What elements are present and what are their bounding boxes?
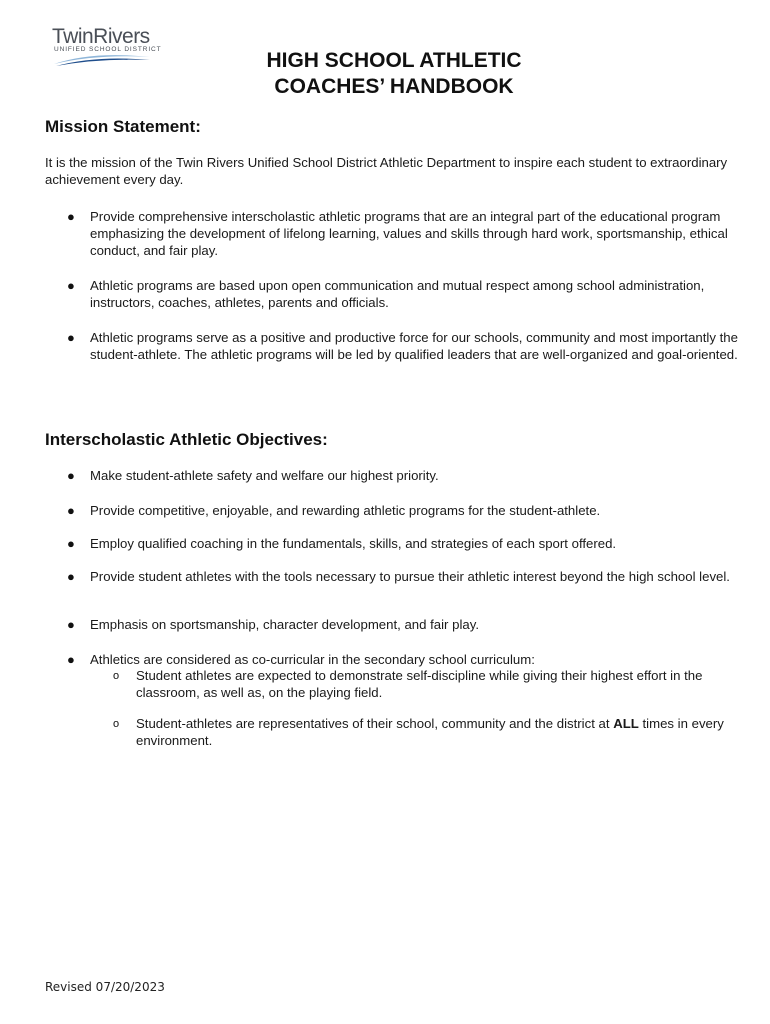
document-title [0,48,770,100]
bullet-icon: ● [67,278,75,293]
logo-subtitle: UNIFIED SCHOOL DISTRICT [54,46,162,53]
objective-bullet-5: Emphasis on sportsmanship, character development, and fair play. [90,617,479,632]
objectives-heading: Interscholastic Athletic Objectives: [45,430,328,449]
sub-bullet-2-emphasis: ALL [613,716,639,731]
sub-bullet-2-text-before: Student-athletes are representatives of their school, community and the district at [136,716,614,731]
bullet-icon: ● [67,617,75,632]
mission-bullet-3: Athletic programs serve as a positive and productive force for our schools, community and most importantly the student-athlete. The athletic programs will be led by qualified leaders that are well-organized and goal-oriented. [90,330,738,362]
bullet-icon: ● [67,209,75,224]
sub-bullet-icon: o [113,718,120,730]
objective-sub-bullet-2 [136,715,736,749]
bullet-icon: ● [67,468,75,483]
bullet-icon: ● [67,503,75,518]
objective-bullet-6: Athletics are considered as co-curricular in the secondary school curriculum: [90,652,535,667]
bullet-icon: ● [67,652,75,667]
revision-date: Revised 07/20/2023 [45,980,165,994]
bullet-icon: ● [67,536,75,551]
bullet-icon: ● [67,330,75,345]
mission-bullet-1: Provide comprehensive interscholastic athletic programs that are an integral part of the educational program emphasizing the development of lifelong learning, values and skills through hard work, sportsmanship, ethical conduct, and fair play. [90,209,728,258]
mission-bullet-2: Athletic programs are based upon open communication and mutual respect among school administration, instructors, coaches, athletes, parents and officials. [90,278,705,310]
objective-bullet-3: Employ qualified coaching in the fundamentals, skills, and strategies of each sport offered. [90,536,617,551]
bullet-icon: ● [67,569,75,584]
title-line-2: COACHES’ HANDBOOK [274,75,514,98]
mission-intro: It is the mission of the Twin Rivers Unified School District Athletic Department to inspire each student to extraordinary achievement every day. [45,155,728,187]
logo-wordmark: TwinRivers [52,25,150,48]
objective-bullet-4: Provide student athletes with the tools necessary to pursue their athletic interest beyond the high school level. [90,569,730,584]
objective-bullet-1: Make student-athlete safety and welfare our highest priority. [90,468,439,483]
sub-bullet-2-text-after: times in every environment. [136,716,724,748]
objective-bullet-2: Provide competitive, enjoyable, and rewarding athletic programs for the student-athlete. [90,503,601,518]
sub-bullet-icon: o [113,670,120,682]
objective-sub-bullet-1: Student athletes are expected to demonstrate self-discipline while giving their highest effort in the classroom, as well as, on the playing field. [136,668,703,700]
mission-heading: Mission Statement: [45,117,201,136]
title-line-1: HIGH SCHOOL ATHLETIC [266,49,522,72]
